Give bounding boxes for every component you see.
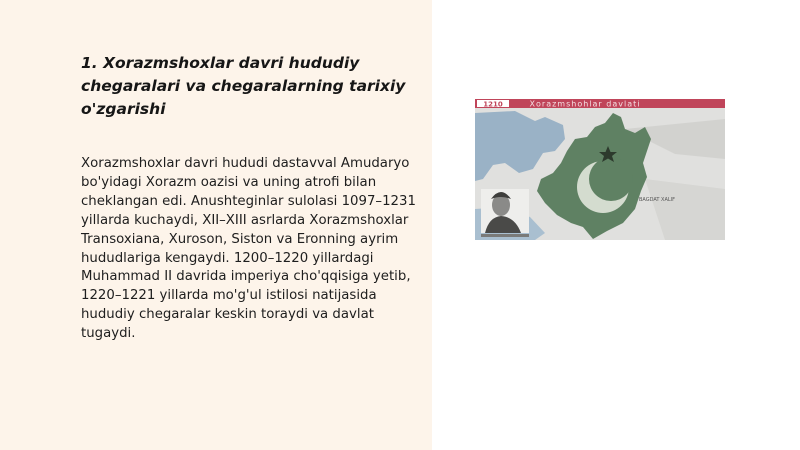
historical-map-image	[475, 99, 725, 240]
slide-title: 1. Xorazmshoxlar davri hududiy chegaralari va chegaralarning tarixiy o'zgarishi	[81, 54, 406, 118]
region-label: BAGDAT XALIF	[638, 197, 676, 203]
year-badge: 1210	[483, 100, 503, 109]
portrait-caption-bar	[481, 234, 529, 237]
crescent-inner	[589, 157, 633, 201]
slide-body-text: Xorazmshoxlar davri hududi dastavval Amudaryo bo'yidagi Xorazm oazisi va uning atrofi bilan cheklangan edi. Anushteginlar sulolasi 1097–1231 yillarda kuchaydi, XII–XIII asrlarda Xorazmshoxlar Transoxiana, Xuroson, Siston va Eronning ayrim hududlariga kengaydi. 1200–1220 yillardagi Muhammad II davrida imperiya cho'qqisiga yetib, 1220–1221 yillarda mo'g'ul istilosi natijasida hududiy chegaralar keskin toraydi va davlat tugaydi.	[81, 156, 416, 342]
map-header-label: Xorazmshohlar davlati	[529, 99, 641, 109]
